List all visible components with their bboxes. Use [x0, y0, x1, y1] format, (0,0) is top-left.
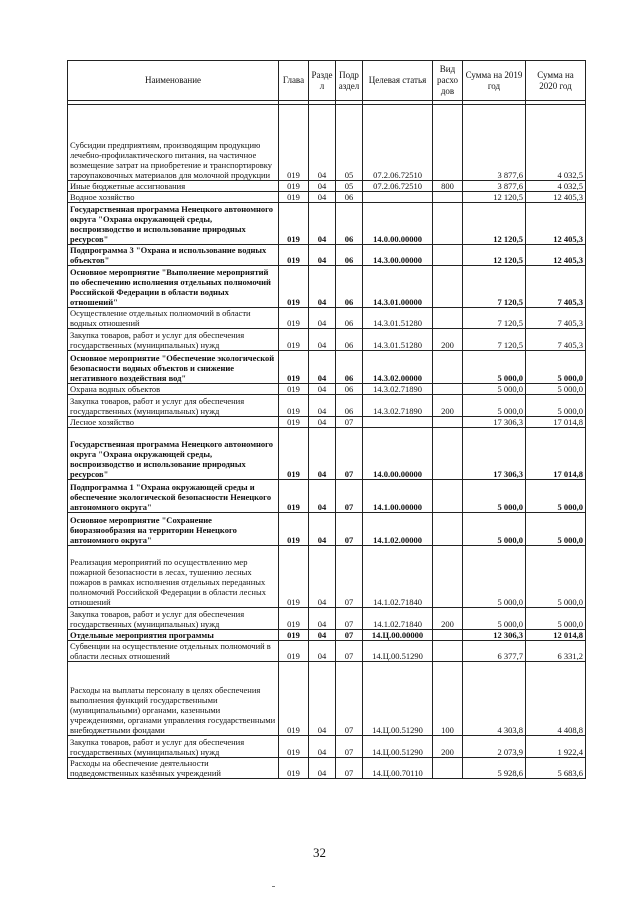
- row-target: 14.Ц.00.51290: [363, 736, 433, 758]
- row-target: 14.3.02.71890: [363, 395, 433, 417]
- row-target: 14.3.01.51280: [363, 308, 433, 329]
- table-row: [68, 245, 586, 266]
- row-target: 14.3.02.71890: [363, 384, 433, 395]
- row-vid: [433, 417, 463, 428]
- table-row: [68, 758, 586, 779]
- row-glava: 019: [279, 266, 309, 308]
- row-glava: 019: [279, 181, 309, 192]
- row-glava: 019: [279, 428, 309, 480]
- row-vid: [433, 630, 463, 641]
- table-row: [68, 608, 586, 630]
- row-sum-2020: 12 405,3: [526, 192, 586, 203]
- row-sum-2019: 5 000,0: [463, 480, 526, 513]
- row-target: 14.Ц.00.70110: [363, 758, 433, 779]
- row-razdel: 04: [309, 181, 336, 192]
- row-razdel: 04: [309, 351, 336, 384]
- row-sum-2019: 7 120,5: [463, 329, 526, 351]
- row-sum-2020: 1 922,4: [526, 736, 586, 758]
- row-name: Охрана водных объектов: [68, 384, 279, 395]
- row-name: Расходы на обеспечение деятельности подведомственных казённых учреждений: [68, 758, 279, 779]
- row-sum-2020: 6 331,2: [526, 641, 586, 662]
- row-sum-2019: 12 306,3: [463, 630, 526, 641]
- row-razdel: 04: [309, 630, 336, 641]
- row-razdel: 04: [309, 428, 336, 480]
- row-razdel: 04: [309, 417, 336, 428]
- row-sum-2020: 7 405,3: [526, 308, 586, 329]
- row-sum-2020: 5 000,0: [526, 395, 586, 417]
- row-target: 07.2.06.72510: [363, 181, 433, 192]
- row-name: Государственная программа Ненецкого автономного округа "Охрана окружающей среды, воспроизводство и использование природных ресурсов": [68, 428, 279, 480]
- table-row: [68, 351, 586, 384]
- row-vid: [433, 192, 463, 203]
- row-razdel: 04: [309, 758, 336, 779]
- row-name: Реализация мероприятий по осуществлению мер пожарной безопасности в лесах, тушению лесных пожаров в рамках исполнения отдельных переданных полномочий Российской Федерации в области лесных отношений: [68, 546, 279, 608]
- row-razdel: 04: [309, 329, 336, 351]
- row-podrazdel: 07: [336, 608, 363, 630]
- row-glava: 019: [279, 513, 309, 546]
- table-row: [68, 395, 586, 417]
- row-sum-2019: 6 377,7: [463, 641, 526, 662]
- row-vid: [433, 546, 463, 608]
- row-name: Закупка товаров, работ и услуг для обеспечения государственных (муниципальных) нужд: [68, 736, 279, 758]
- row-name: Закупка товаров, работ и услуг для обеспечения государственных (муниципальных) нужд: [68, 608, 279, 630]
- row-vid: 200: [433, 736, 463, 758]
- table-row: [68, 513, 586, 546]
- table-row: [68, 308, 586, 329]
- row-target: 14.1.02.00000: [363, 513, 433, 546]
- row-sum-2019: 5 000,0: [463, 351, 526, 384]
- row-vid: 200: [433, 395, 463, 417]
- row-sum-2019: 3 877,6: [463, 181, 526, 192]
- row-glava: 019: [279, 329, 309, 351]
- row-glava: 019: [279, 308, 309, 329]
- table-row: [68, 266, 586, 308]
- row-sum-2020: 12 014,8: [526, 630, 586, 641]
- row-sum-2019: 17 306,3: [463, 428, 526, 480]
- row-vid: [433, 266, 463, 308]
- row-sum-2019: 5 000,0: [463, 395, 526, 417]
- table-row: [68, 203, 586, 245]
- row-podrazdel: 07: [336, 641, 363, 662]
- row-razdel: 04: [309, 608, 336, 630]
- row-razdel: 04: [309, 662, 336, 736]
- row-name: Лесное хозяйство: [68, 417, 279, 428]
- row-sum-2019: 17 306,3: [463, 417, 526, 428]
- row-glava: 019: [279, 395, 309, 417]
- row-name: Иные бюджетные ассигнования: [68, 181, 279, 192]
- row-podrazdel: 06: [336, 192, 363, 203]
- header-name: Наименование: [68, 61, 279, 101]
- table-row: [68, 662, 586, 736]
- row-target: 14.0.00.00000: [363, 203, 433, 245]
- row-glava: 019: [279, 384, 309, 395]
- row-razdel: 04: [309, 105, 336, 181]
- row-name: Основное мероприятие "Обеспечение экологической безопасности водных объектов и снижение негативного воздействия вод": [68, 351, 279, 384]
- row-vid: [433, 480, 463, 513]
- row-vid: [433, 758, 463, 779]
- row-sum-2020: 5 000,0: [526, 384, 586, 395]
- row-target: 14.3.01.51280: [363, 329, 433, 351]
- table-row: [68, 546, 586, 608]
- row-name: Государственная программа Ненецкого автономного округа "Охрана окружающей среды, воспроизводство и использование природных ресурсов": [68, 203, 279, 245]
- row-vid: [433, 245, 463, 266]
- row-sum-2019: 7 120,5: [463, 308, 526, 329]
- row-target: 14.3.01.00000: [363, 266, 433, 308]
- row-vid: [433, 384, 463, 395]
- row-podrazdel: 07: [336, 480, 363, 513]
- row-sum-2020: 4 032,5: [526, 105, 586, 181]
- row-sum-2020: 5 000,0: [526, 546, 586, 608]
- row-target: 14.1.02.71840: [363, 608, 433, 630]
- row-razdel: 04: [309, 308, 336, 329]
- row-glava: 019: [279, 351, 309, 384]
- row-glava: 019: [279, 662, 309, 736]
- row-podrazdel: 06: [336, 245, 363, 266]
- row-podrazdel: 06: [336, 395, 363, 417]
- row-vid: [433, 203, 463, 245]
- row-sum-2020: 12 405,3: [526, 203, 586, 245]
- row-target: 14.3.00.00000: [363, 245, 433, 266]
- row-target: 14.3.02.00000: [363, 351, 433, 384]
- row-target: [363, 417, 433, 428]
- row-target: [363, 192, 433, 203]
- row-vid: [433, 351, 463, 384]
- page-number: 32: [313, 845, 326, 860]
- header-vid: Вид расхо дов: [433, 61, 463, 101]
- row-podrazdel: 07: [336, 546, 363, 608]
- row-sum-2020: 12 405,3: [526, 245, 586, 266]
- row-podrazdel: 06: [336, 329, 363, 351]
- row-sum-2019: 5 000,0: [463, 384, 526, 395]
- row-vid: [433, 513, 463, 546]
- row-target: 14.0.00.00000: [363, 428, 433, 480]
- row-target: 14.1.00.00000: [363, 480, 433, 513]
- footer-mark: [272, 886, 275, 887]
- row-sum-2020: 7 405,3: [526, 329, 586, 351]
- row-glava: 019: [279, 546, 309, 608]
- header-razdel: Разде л: [309, 61, 336, 101]
- row-glava: 019: [279, 417, 309, 428]
- row-name: Отдельные мероприятия программы: [68, 630, 279, 641]
- row-podrazdel: 07: [336, 736, 363, 758]
- row-razdel: 04: [309, 192, 336, 203]
- row-vid: 200: [433, 329, 463, 351]
- row-sum-2019: 12 120,5: [463, 192, 526, 203]
- row-sum-2020: 5 000,0: [526, 513, 586, 546]
- row-sum-2020: 5 000,0: [526, 351, 586, 384]
- table-row: [68, 630, 586, 641]
- row-name: Субвенции на осуществление отдельных полномочий в области лесных отношений: [68, 641, 279, 662]
- table-row: [68, 192, 586, 203]
- header-sum-2020: Сумма на 2020 год: [526, 61, 586, 101]
- row-name: Водное хозяйство: [68, 192, 279, 203]
- row-razdel: 04: [309, 736, 336, 758]
- row-podrazdel: 06: [336, 308, 363, 329]
- row-podrazdel: 07: [336, 513, 363, 546]
- row-sum-2020: 17 014,8: [526, 417, 586, 428]
- row-razdel: 04: [309, 546, 336, 608]
- header-sum-2019: Сумма на 2019 год: [463, 61, 526, 101]
- row-glava: 019: [279, 630, 309, 641]
- row-razdel: 04: [309, 384, 336, 395]
- row-sum-2019: 5 928,6: [463, 758, 526, 779]
- table-body: [68, 105, 586, 779]
- row-razdel: 04: [309, 203, 336, 245]
- row-razdel: 04: [309, 513, 336, 546]
- row-vid: [433, 641, 463, 662]
- row-glava: 019: [279, 192, 309, 203]
- row-vid: [433, 428, 463, 480]
- row-vid: [433, 308, 463, 329]
- row-sum-2020: 4 408,8: [526, 662, 586, 736]
- header-podrazdel: Подр аздел: [336, 61, 363, 101]
- row-vid: 800: [433, 181, 463, 192]
- table-row: [68, 736, 586, 758]
- row-podrazdel: 06: [336, 351, 363, 384]
- row-vid: 200: [433, 608, 463, 630]
- table-row: [68, 105, 586, 181]
- row-target: 14.Ц.00.00000: [363, 630, 433, 641]
- row-sum-2019: 4 303,8: [463, 662, 526, 736]
- row-target: 14.Ц.00.51290: [363, 662, 433, 736]
- row-vid: 100: [433, 662, 463, 736]
- row-glava: 019: [279, 758, 309, 779]
- row-podrazdel: 05: [336, 105, 363, 181]
- row-sum-2020: 5 683,6: [526, 758, 586, 779]
- row-glava: 019: [279, 480, 309, 513]
- row-target: 07.2.06.72510: [363, 105, 433, 181]
- row-podrazdel: 07: [336, 758, 363, 779]
- row-name: Подпрограмма 3 "Охрана и использование водных объектов": [68, 245, 279, 266]
- row-podrazdel: 07: [336, 630, 363, 641]
- row-name: Закупка товаров, работ и услуг для обеспечения государственных (муниципальных) нужд: [68, 395, 279, 417]
- row-name: Расходы на выплаты персоналу в целях обеспечения выполнения функций государственными (муниципальными) органами, казенными учреждениями, органами управления государственными внебюджетными фондами: [68, 662, 279, 736]
- row-name: Осуществление отдельных полномочий в области водных отношений: [68, 308, 279, 329]
- row-podrazdel: 07: [336, 417, 363, 428]
- header-target: Целевая статья: [363, 61, 433, 101]
- row-target: 14.Ц.00.51290: [363, 641, 433, 662]
- row-sum-2020: 5 000,0: [526, 480, 586, 513]
- row-name: Субсидии предприятиям, производящим продукцию лечебно-профилактического питания, на частичное возмещение затрат на приобретение и транспортировку тароупаковочных материалов для молочной продукции: [68, 105, 279, 181]
- row-podrazdel: 06: [336, 203, 363, 245]
- row-vid: [433, 105, 463, 181]
- budget-table: [67, 60, 586, 779]
- row-name: Основное мероприятие "Выполнение мероприятий по обеспечению исполнения отдельных полномочий Российской Федерации в области водных отношений": [68, 266, 279, 308]
- row-sum-2020: 17 014,8: [526, 428, 586, 480]
- row-sum-2019: 3 877,6: [463, 105, 526, 181]
- row-sum-2019: 5 000,0: [463, 546, 526, 608]
- row-sum-2020: 4 032,5: [526, 181, 586, 192]
- row-podrazdel: 06: [336, 384, 363, 395]
- table-row: [68, 384, 586, 395]
- row-name: Закупка товаров, работ и услуг для обеспечения государственных (муниципальных) нужд: [68, 329, 279, 351]
- row-sum-2019: 5 000,0: [463, 608, 526, 630]
- row-sum-2019: 12 120,5: [463, 203, 526, 245]
- row-sum-2019: 12 120,5: [463, 245, 526, 266]
- row-podrazdel: 07: [336, 662, 363, 736]
- row-glava: 019: [279, 203, 309, 245]
- table-row: [68, 641, 586, 662]
- row-glava: 019: [279, 641, 309, 662]
- row-target: 14.1.02.71840: [363, 546, 433, 608]
- row-sum-2019: 5 000,0: [463, 513, 526, 546]
- row-sum-2019: 7 120,5: [463, 266, 526, 308]
- row-name: Подпрограмма 1 "Охрана окружающей среды и обеспечение экологической безопасности Ненецкого автономного округа": [68, 480, 279, 513]
- row-sum-2019: 2 073,9: [463, 736, 526, 758]
- table-row: [68, 329, 586, 351]
- row-podrazdel: 06: [336, 266, 363, 308]
- row-razdel: 04: [309, 395, 336, 417]
- row-podrazdel: 05: [336, 181, 363, 192]
- row-name: Основное мероприятие "Сохранение биоразнообразия на территории Ненецкого автономного округа": [68, 513, 279, 546]
- row-razdel: 04: [309, 266, 336, 308]
- row-razdel: 04: [309, 641, 336, 662]
- row-razdel: 04: [309, 480, 336, 513]
- row-glava: 019: [279, 245, 309, 266]
- row-glava: 019: [279, 608, 309, 630]
- row-podrazdel: 07: [336, 428, 363, 480]
- row-sum-2020: 7 405,3: [526, 266, 586, 308]
- row-razdel: 04: [309, 245, 336, 266]
- table-row: [68, 480, 586, 513]
- header-glava: Глава: [279, 61, 309, 101]
- row-glava: 019: [279, 736, 309, 758]
- table-row: [68, 428, 586, 480]
- table-row: [68, 181, 586, 192]
- row-sum-2020: 5 000,0: [526, 608, 586, 630]
- row-glava: 019: [279, 105, 309, 181]
- table-row: [68, 417, 586, 428]
